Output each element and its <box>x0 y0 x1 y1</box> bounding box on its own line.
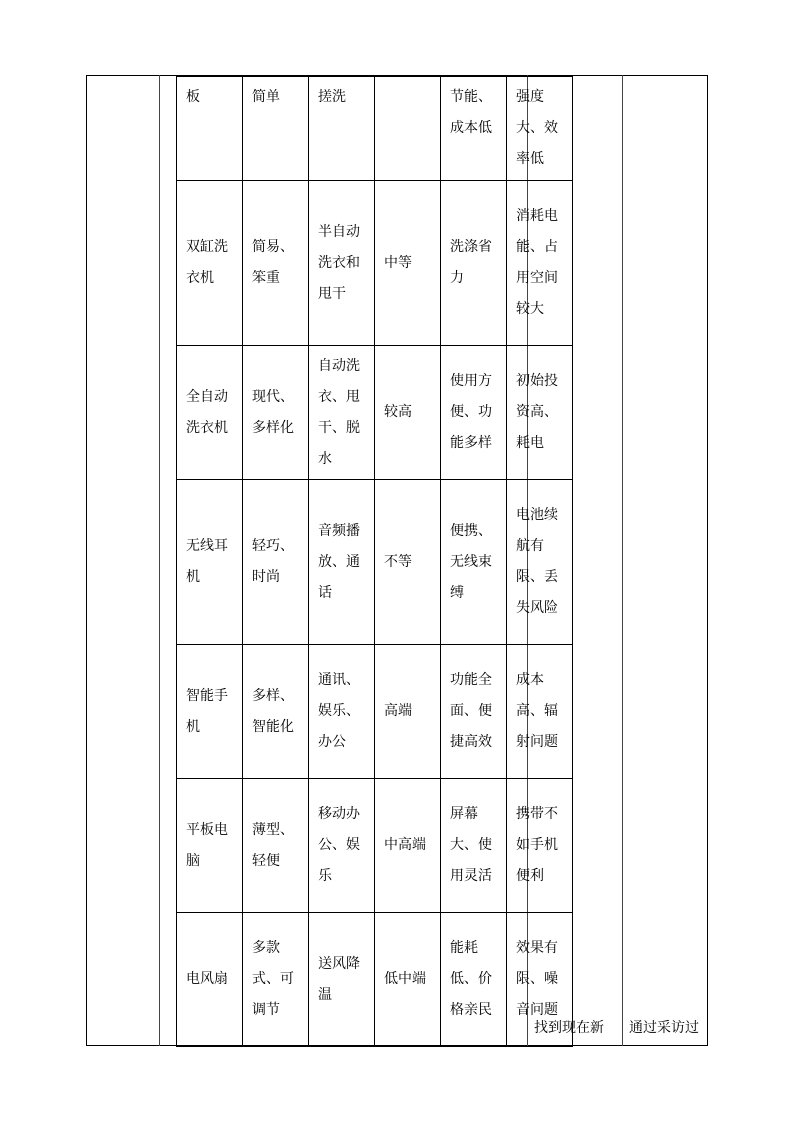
table-cell: 自动洗衣、甩干、脱水 <box>309 346 375 480</box>
table-row <box>177 346 573 480</box>
table-row <box>177 480 573 645</box>
table-row <box>177 181 573 346</box>
table-cell: 电池续航有限、丢失风险 <box>507 480 573 645</box>
table-cell: 初始投资高、耗电 <box>507 346 573 480</box>
table-cell: 智能手机 <box>177 645 243 779</box>
outer-right-border <box>707 75 708 1046</box>
outer-divider-1 <box>159 75 160 1046</box>
table-cell: 现代、多样化 <box>243 346 309 480</box>
table-row <box>177 645 573 779</box>
table-cell: 功能全面、便捷高效 <box>441 645 507 779</box>
table-row <box>177 779 573 913</box>
table-cell: 使用方便、功能多样 <box>441 346 507 480</box>
table-cell: 效果有限、噪音问题 <box>507 913 573 1047</box>
appliance-comparison-table <box>176 76 573 1047</box>
table-cell: 轻巧、时尚 <box>243 480 309 645</box>
table-cell: 强度大、效率低 <box>507 77 573 181</box>
table-cell: 携带不如手机便利 <box>507 779 573 913</box>
table-cell: 全自动洗衣机 <box>177 346 243 480</box>
table-cell: 通讯、娱乐、办公 <box>309 645 375 779</box>
table-cell: 不等 <box>375 480 441 645</box>
survey-text: 通过采访过 <box>629 1020 699 1036</box>
table-cell: 便携、无线束缚 <box>441 480 507 645</box>
table-cell: 板 <box>177 77 243 181</box>
table-cell: 简单 <box>243 77 309 181</box>
table-cell: 搓洗 <box>309 77 375 181</box>
table-cell: 薄型、轻便 <box>243 779 309 913</box>
table-cell: 电风扇 <box>177 913 243 1047</box>
table-cell: 洗涤省力 <box>441 181 507 346</box>
find-new-text: 找到现在新 <box>534 1020 604 1036</box>
table-cell: 消耗电能、占用空间较大 <box>507 181 573 346</box>
table-cell: 能耗低、价格亲民 <box>441 913 507 1047</box>
table-cell: 较高 <box>375 346 441 480</box>
table-cell: 高端 <box>375 645 441 779</box>
table-cell: 中等 <box>375 181 441 346</box>
table-cell: 简易、笨重 <box>243 181 309 346</box>
table-cell: 多样、智能化 <box>243 645 309 779</box>
table-row <box>177 77 573 181</box>
table-cell: 音频播放、通话 <box>309 480 375 645</box>
table-row <box>177 913 573 1047</box>
table-cell: 移动办公、娱乐 <box>309 779 375 913</box>
table-cell: 中高端 <box>375 779 441 913</box>
outer-left-border <box>86 75 87 1046</box>
table-cell: 屏幕大、使用灵活 <box>441 779 507 913</box>
table-cell: 送风降温 <box>309 913 375 1047</box>
table-cell <box>375 77 441 181</box>
table-cell: 多款式、可调节 <box>243 913 309 1047</box>
table-cell: 低中端 <box>375 913 441 1047</box>
table-cell: 节能、成本低 <box>441 77 507 181</box>
table-cell: 无线耳机 <box>177 480 243 645</box>
outer-divider-3 <box>622 75 623 1046</box>
table-cell: 平板电脑 <box>177 779 243 913</box>
table-cell: 成本高、辐射问题 <box>507 645 573 779</box>
table-cell: 双缸洗衣机 <box>177 181 243 346</box>
table-cell: 半自动洗衣和甩干 <box>309 181 375 346</box>
